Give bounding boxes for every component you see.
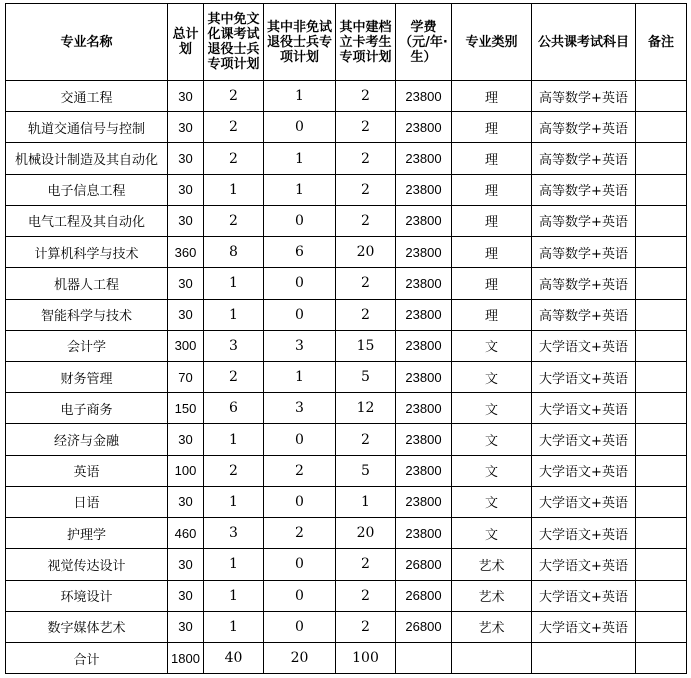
totals-exempt: 40 bbox=[204, 643, 264, 674]
totals-category bbox=[452, 643, 532, 674]
cell-nonexempt: 1 bbox=[264, 143, 336, 174]
totals-label: 合计 bbox=[6, 643, 168, 674]
cell-fee: 23800 bbox=[396, 518, 452, 549]
cell-nonexempt: 1 bbox=[264, 81, 336, 112]
cell-subjects: 大学语文+英语 bbox=[532, 486, 636, 517]
enrollment-plan-table bbox=[5, 3, 687, 674]
cell-nonexempt: 0 bbox=[264, 268, 336, 299]
cell-major: 智能科学与技术 bbox=[6, 299, 168, 330]
cell-fee: 23800 bbox=[396, 174, 452, 205]
cell-exempt: 2 bbox=[204, 112, 264, 143]
cell-poverty: 5 bbox=[336, 455, 396, 486]
cell-nonexempt: 6 bbox=[264, 237, 336, 268]
cell-subjects: 大学语文+英语 bbox=[532, 611, 636, 642]
header-exempt-veteran: 其中免文化课考试退役士兵专项计划 bbox=[204, 4, 264, 81]
cell-nonexempt: 0 bbox=[264, 299, 336, 330]
cell-nonexempt: 0 bbox=[264, 580, 336, 611]
table-row bbox=[6, 455, 687, 486]
table-row bbox=[6, 268, 687, 299]
cell-major: 电子信息工程 bbox=[6, 174, 168, 205]
cell-exempt: 2 bbox=[204, 143, 264, 174]
cell-nonexempt: 0 bbox=[264, 205, 336, 236]
cell-category: 文 bbox=[452, 330, 532, 361]
cell-category: 理 bbox=[452, 81, 532, 112]
cell-major: 交通工程 bbox=[6, 81, 168, 112]
cell-fee: 23800 bbox=[396, 330, 452, 361]
header-category: 专业类别 bbox=[452, 4, 532, 81]
cell-exempt: 1 bbox=[204, 424, 264, 455]
cell-nonexempt: 0 bbox=[264, 486, 336, 517]
cell-subjects: 大学语文+英语 bbox=[532, 424, 636, 455]
cell-total: 30 bbox=[168, 112, 204, 143]
cell-category: 艺术 bbox=[452, 549, 532, 580]
header-note: 备注 bbox=[636, 4, 687, 81]
totals-row bbox=[6, 643, 687, 674]
totals-poverty: 100 bbox=[336, 643, 396, 674]
cell-exempt: 1 bbox=[204, 268, 264, 299]
cell-fee: 23800 bbox=[396, 143, 452, 174]
cell-poverty: 15 bbox=[336, 330, 396, 361]
cell-poverty: 12 bbox=[336, 393, 396, 424]
cell-note bbox=[636, 486, 687, 517]
cell-exempt: 1 bbox=[204, 299, 264, 330]
cell-major: 电气工程及其自动化 bbox=[6, 205, 168, 236]
cell-exempt: 3 bbox=[204, 518, 264, 549]
cell-note bbox=[636, 455, 687, 486]
cell-total: 300 bbox=[168, 330, 204, 361]
cell-exempt: 1 bbox=[204, 174, 264, 205]
cell-category: 文 bbox=[452, 486, 532, 517]
cell-poverty: 2 bbox=[336, 143, 396, 174]
cell-category: 文 bbox=[452, 518, 532, 549]
cell-fee: 23800 bbox=[396, 81, 452, 112]
totals-note bbox=[636, 643, 687, 674]
cell-total: 30 bbox=[168, 486, 204, 517]
cell-note bbox=[636, 205, 687, 236]
cell-note bbox=[636, 112, 687, 143]
cell-poverty: 2 bbox=[336, 611, 396, 642]
totals-subjects bbox=[532, 643, 636, 674]
cell-total: 360 bbox=[168, 237, 204, 268]
cell-exempt: 1 bbox=[204, 486, 264, 517]
cell-subjects: 大学语文+英语 bbox=[532, 518, 636, 549]
cell-note bbox=[636, 393, 687, 424]
cell-note bbox=[636, 361, 687, 392]
cell-nonexempt: 0 bbox=[264, 611, 336, 642]
cell-total: 30 bbox=[168, 611, 204, 642]
cell-major: 机器人工程 bbox=[6, 268, 168, 299]
cell-subjects: 大学语文+英语 bbox=[532, 330, 636, 361]
cell-fee: 23800 bbox=[396, 361, 452, 392]
table-row bbox=[6, 174, 687, 205]
cell-total: 30 bbox=[168, 299, 204, 330]
cell-category: 文 bbox=[452, 393, 532, 424]
cell-subjects: 大学语文+英语 bbox=[532, 393, 636, 424]
cell-category: 理 bbox=[452, 237, 532, 268]
cell-nonexempt: 0 bbox=[264, 549, 336, 580]
cell-total: 30 bbox=[168, 549, 204, 580]
cell-note bbox=[636, 174, 687, 205]
table-row bbox=[6, 330, 687, 361]
cell-category: 艺术 bbox=[452, 611, 532, 642]
cell-major: 会计学 bbox=[6, 330, 168, 361]
cell-fee: 26800 bbox=[396, 580, 452, 611]
cell-note bbox=[636, 299, 687, 330]
table-row bbox=[6, 81, 687, 112]
cell-poverty: 2 bbox=[336, 549, 396, 580]
cell-subjects: 高等数学+英语 bbox=[532, 143, 636, 174]
cell-category: 理 bbox=[452, 112, 532, 143]
cell-total: 100 bbox=[168, 455, 204, 486]
table-row bbox=[6, 424, 687, 455]
cell-note bbox=[636, 580, 687, 611]
cell-note bbox=[636, 330, 687, 361]
cell-subjects: 高等数学+英语 bbox=[532, 112, 636, 143]
header-nonexempt-veteran: 其中非免试退役士兵专项计划 bbox=[264, 4, 336, 81]
cell-poverty: 2 bbox=[336, 268, 396, 299]
cell-exempt: 2 bbox=[204, 361, 264, 392]
table-row bbox=[6, 237, 687, 268]
cell-poverty: 2 bbox=[336, 424, 396, 455]
cell-exempt: 2 bbox=[204, 455, 264, 486]
cell-subjects: 高等数学+英语 bbox=[532, 174, 636, 205]
cell-exempt: 2 bbox=[204, 205, 264, 236]
cell-note bbox=[636, 611, 687, 642]
cell-fee: 26800 bbox=[396, 549, 452, 580]
cell-poverty: 20 bbox=[336, 518, 396, 549]
header-major: 专业名称 bbox=[6, 4, 168, 81]
cell-major: 护理学 bbox=[6, 518, 168, 549]
cell-total: 30 bbox=[168, 268, 204, 299]
cell-exempt: 2 bbox=[204, 81, 264, 112]
table-row bbox=[6, 299, 687, 330]
cell-note bbox=[636, 81, 687, 112]
cell-category: 理 bbox=[452, 299, 532, 330]
header-fee: 学费（元/年·生） bbox=[396, 4, 452, 81]
cell-total: 30 bbox=[168, 81, 204, 112]
cell-poverty: 2 bbox=[336, 81, 396, 112]
cell-major: 日语 bbox=[6, 486, 168, 517]
table-row bbox=[6, 393, 687, 424]
cell-nonexempt: 2 bbox=[264, 455, 336, 486]
cell-total: 30 bbox=[168, 174, 204, 205]
table-row bbox=[6, 143, 687, 174]
cell-major: 环境设计 bbox=[6, 580, 168, 611]
cell-note bbox=[636, 143, 687, 174]
cell-poverty: 20 bbox=[336, 237, 396, 268]
cell-fee: 23800 bbox=[396, 205, 452, 236]
cell-category: 理 bbox=[452, 268, 532, 299]
table-row bbox=[6, 518, 687, 549]
cell-note bbox=[636, 518, 687, 549]
cell-fee: 23800 bbox=[396, 393, 452, 424]
cell-total: 70 bbox=[168, 361, 204, 392]
cell-exempt: 8 bbox=[204, 237, 264, 268]
table-row bbox=[6, 205, 687, 236]
cell-note bbox=[636, 268, 687, 299]
cell-fee: 23800 bbox=[396, 424, 452, 455]
cell-exempt: 3 bbox=[204, 330, 264, 361]
cell-total: 460 bbox=[168, 518, 204, 549]
cell-fee: 23800 bbox=[396, 268, 452, 299]
cell-fee: 23800 bbox=[396, 237, 452, 268]
cell-nonexempt: 0 bbox=[264, 112, 336, 143]
cell-fee: 23800 bbox=[396, 486, 452, 517]
table-row bbox=[6, 611, 687, 642]
cell-note bbox=[636, 424, 687, 455]
cell-fee: 23800 bbox=[396, 455, 452, 486]
table-row bbox=[6, 486, 687, 517]
cell-poverty: 2 bbox=[336, 580, 396, 611]
cell-poverty: 2 bbox=[336, 299, 396, 330]
header-poverty-plan: 其中建档立卡考生专项计划 bbox=[336, 4, 396, 81]
cell-fee: 23800 bbox=[396, 299, 452, 330]
cell-major: 电子商务 bbox=[6, 393, 168, 424]
cell-fee: 23800 bbox=[396, 112, 452, 143]
totals-total: 1800 bbox=[168, 643, 204, 674]
cell-poverty: 1 bbox=[336, 486, 396, 517]
cell-poverty: 2 bbox=[336, 112, 396, 143]
totals-fee bbox=[396, 643, 452, 674]
header-row bbox=[6, 4, 687, 81]
cell-category: 文 bbox=[452, 455, 532, 486]
cell-subjects: 高等数学+英语 bbox=[532, 299, 636, 330]
table-row bbox=[6, 112, 687, 143]
cell-category: 理 bbox=[452, 174, 532, 205]
header-subjects: 公共课考试科目 bbox=[532, 4, 636, 81]
cell-category: 理 bbox=[452, 143, 532, 174]
cell-nonexempt: 1 bbox=[264, 361, 336, 392]
cell-major: 经济与金融 bbox=[6, 424, 168, 455]
cell-nonexempt: 3 bbox=[264, 393, 336, 424]
cell-subjects: 高等数学+英语 bbox=[532, 268, 636, 299]
cell-exempt: 1 bbox=[204, 549, 264, 580]
cell-subjects: 高等数学+英语 bbox=[532, 205, 636, 236]
table-row bbox=[6, 361, 687, 392]
cell-fee: 26800 bbox=[396, 611, 452, 642]
cell-subjects: 高等数学+英语 bbox=[532, 81, 636, 112]
cell-major: 英语 bbox=[6, 455, 168, 486]
cell-total: 30 bbox=[168, 205, 204, 236]
cell-major: 财务管理 bbox=[6, 361, 168, 392]
cell-poverty: 2 bbox=[336, 205, 396, 236]
cell-total: 150 bbox=[168, 393, 204, 424]
cell-poverty: 5 bbox=[336, 361, 396, 392]
header-total: 总计划 bbox=[168, 4, 204, 81]
cell-major: 机械设计制造及其自动化 bbox=[6, 143, 168, 174]
cell-subjects: 高等数学+英语 bbox=[532, 237, 636, 268]
cell-total: 30 bbox=[168, 580, 204, 611]
cell-subjects: 大学语文+英语 bbox=[532, 361, 636, 392]
cell-nonexempt: 0 bbox=[264, 424, 336, 455]
cell-major: 视觉传达设计 bbox=[6, 549, 168, 580]
cell-category: 艺术 bbox=[452, 580, 532, 611]
cell-category: 理 bbox=[452, 205, 532, 236]
cell-nonexempt: 2 bbox=[264, 518, 336, 549]
cell-exempt: 1 bbox=[204, 611, 264, 642]
cell-nonexempt: 1 bbox=[264, 174, 336, 205]
cell-nonexempt: 3 bbox=[264, 330, 336, 361]
cell-major: 轨道交通信号与控制 bbox=[6, 112, 168, 143]
cell-note bbox=[636, 237, 687, 268]
cell-total: 30 bbox=[168, 424, 204, 455]
cell-major: 计算机科学与技术 bbox=[6, 237, 168, 268]
cell-exempt: 6 bbox=[204, 393, 264, 424]
cell-note bbox=[636, 549, 687, 580]
table-row bbox=[6, 580, 687, 611]
cell-major: 数字媒体艺术 bbox=[6, 611, 168, 642]
cell-subjects: 大学语文+英语 bbox=[532, 580, 636, 611]
table-row bbox=[6, 549, 687, 580]
totals-nonexempt: 20 bbox=[264, 643, 336, 674]
cell-subjects: 大学语文+英语 bbox=[532, 455, 636, 486]
cell-subjects: 大学语文+英语 bbox=[532, 549, 636, 580]
cell-category: 文 bbox=[452, 361, 532, 392]
cell-exempt: 1 bbox=[204, 580, 264, 611]
cell-poverty: 2 bbox=[336, 174, 396, 205]
cell-category: 文 bbox=[452, 424, 532, 455]
cell-total: 30 bbox=[168, 143, 204, 174]
